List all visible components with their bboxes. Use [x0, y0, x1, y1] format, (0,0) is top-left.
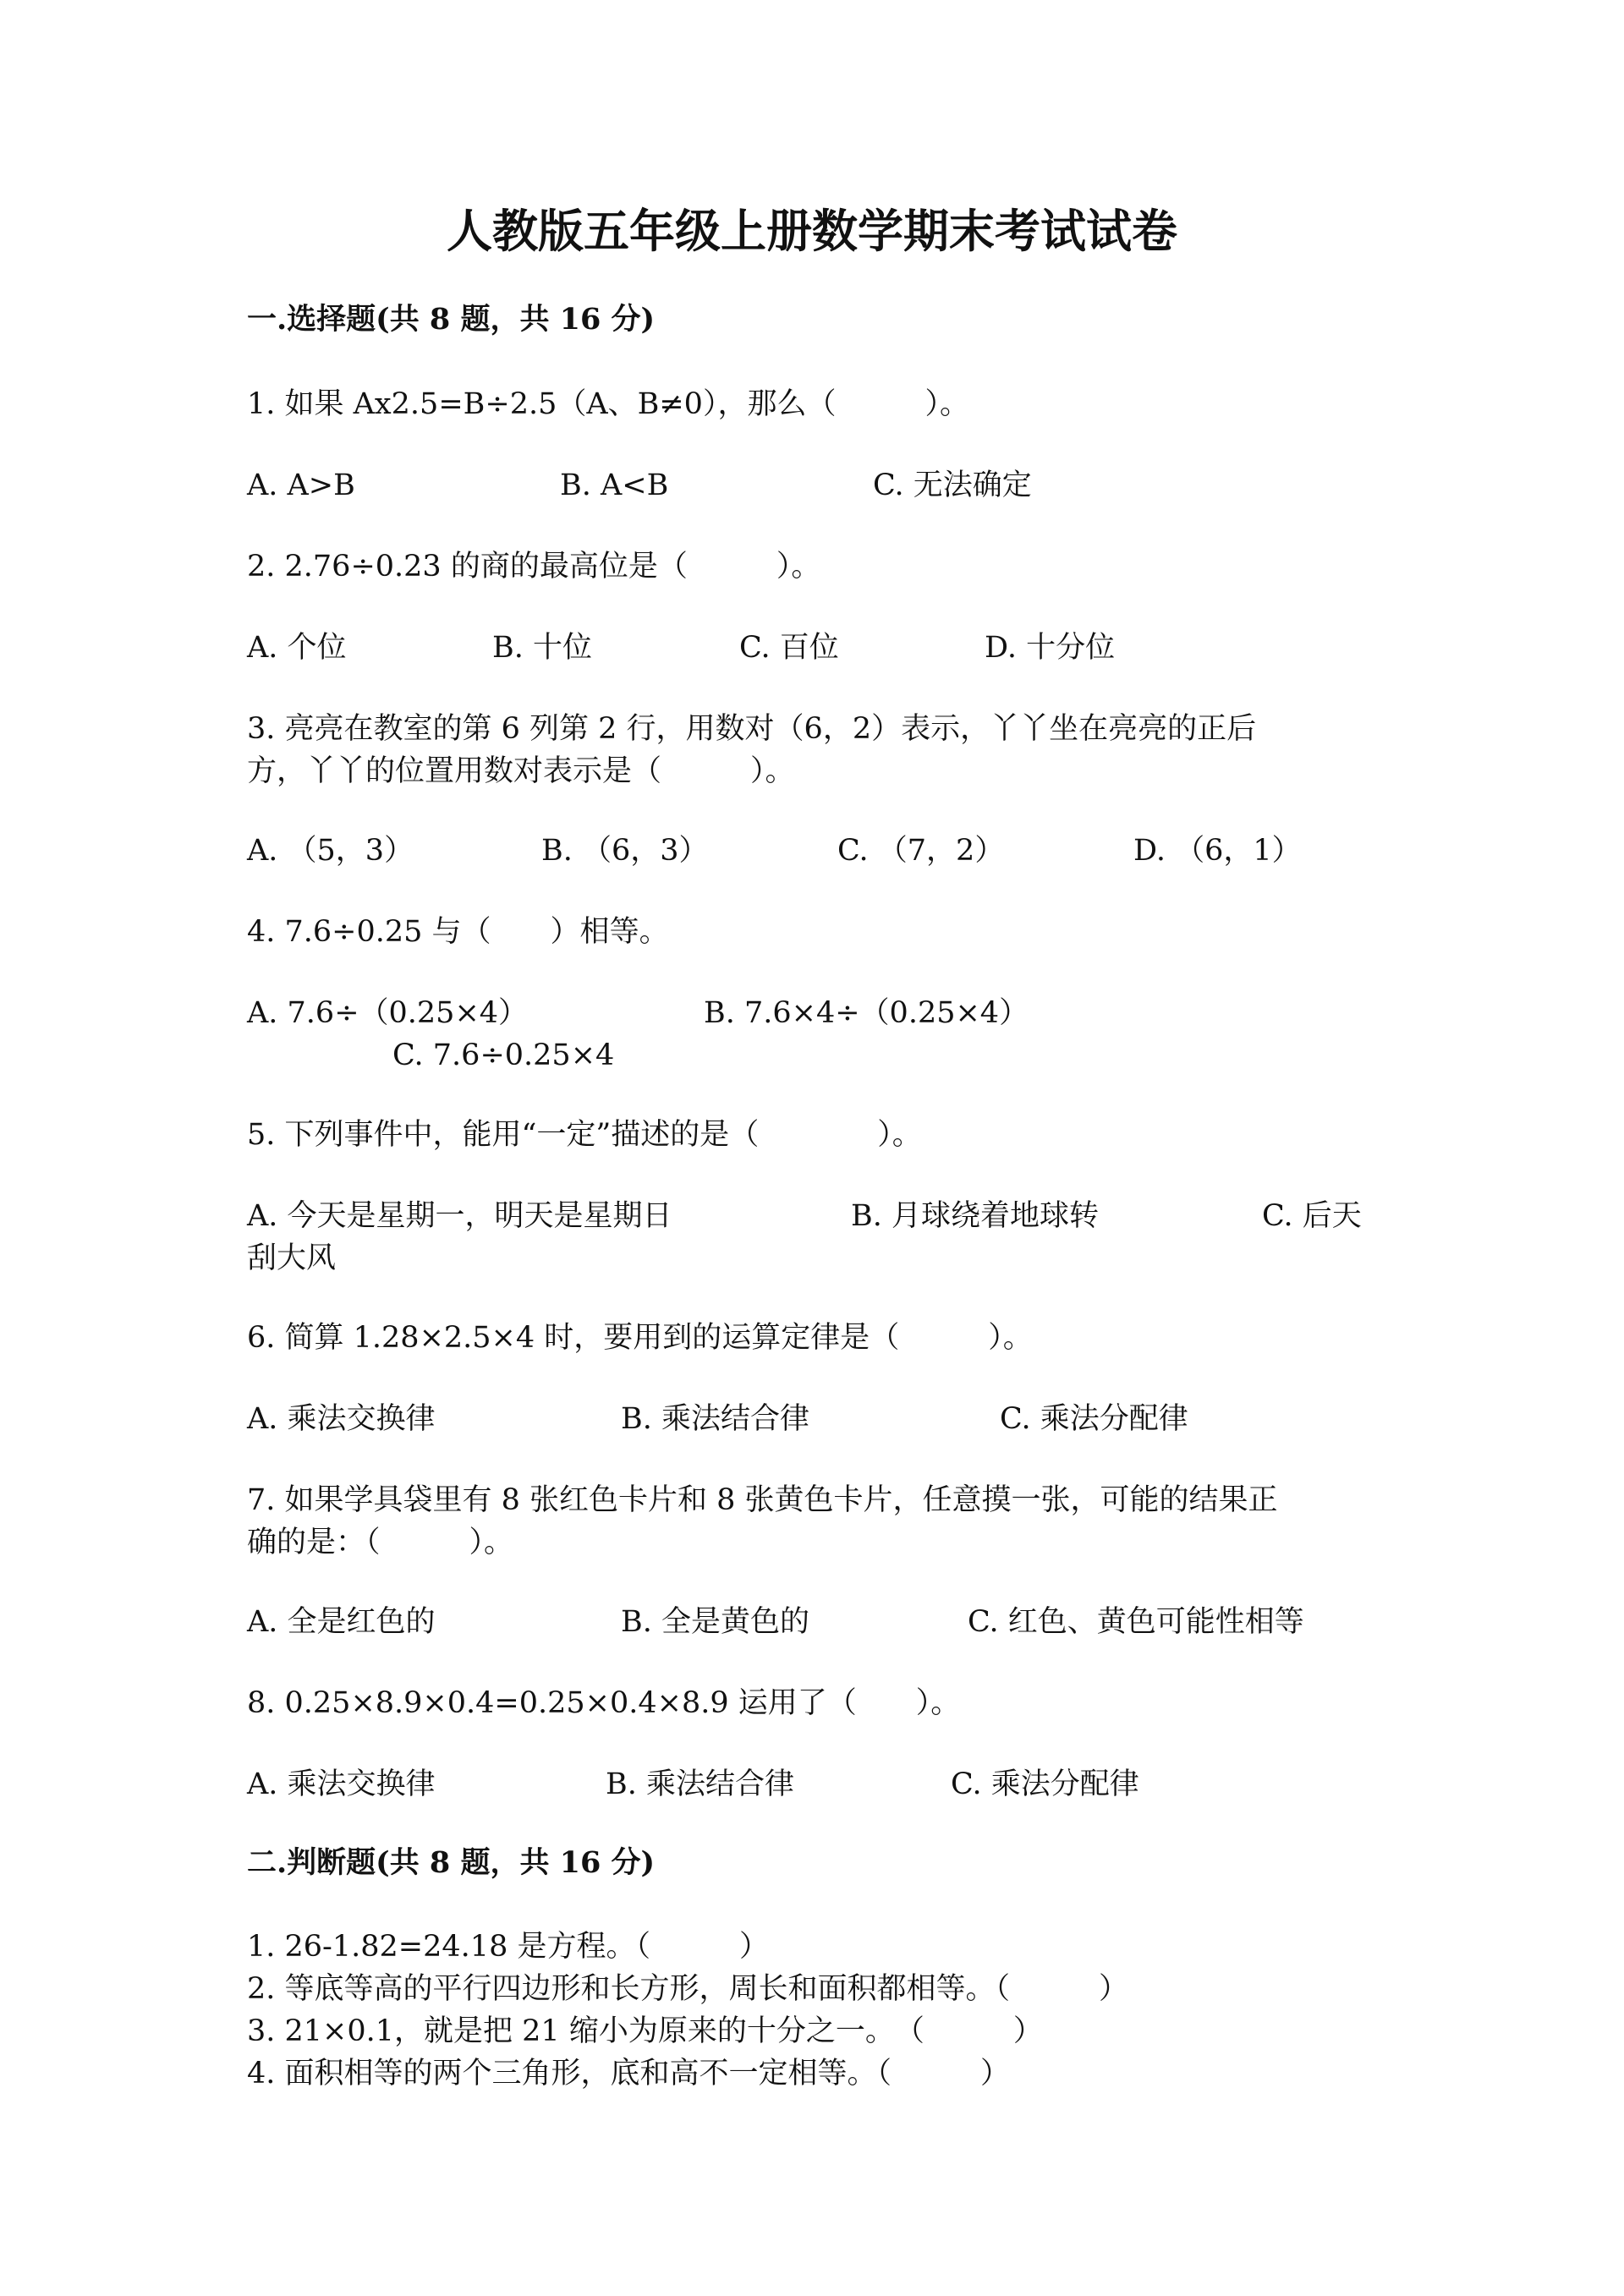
tf-item-1: 1. 26-1.82=24.18 是方程。（ ） — [247, 1930, 769, 1964]
q1-option-a: A. A>B — [247, 469, 355, 502]
q8-option-a: A. 乘法交换律 — [247, 1767, 436, 1801]
q1-option-c: C. 无法确定 — [873, 469, 1032, 502]
question-3-line-1: 3. 亮亮在教室的第 6 列第 2 行，用数对（6，2）表示，丫丫坐在亮亮的正后 — [247, 712, 1257, 746]
page-title: 人教版五年级上册数学期末考试试卷 — [447, 204, 1177, 258]
q5-option-c: C. 后天 — [1262, 1199, 1362, 1233]
q6-option-c: C. 乘法分配律 — [1000, 1402, 1188, 1436]
q4-option-b: B. 7.6×4÷（0.25×4） — [704, 996, 1029, 1030]
q2-option-c: C. 百位 — [739, 631, 839, 665]
question-8: 8. 0.25×8.9×0.4=0.25×0.4×8.9 运用了（ ）。 — [247, 1686, 961, 1720]
question-6: 6. 简算 1.28×2.5×4 时，要用到的运算定律是（ ）。 — [247, 1321, 1033, 1355]
tf-item-3: 3. 21×0.1，就是把 21 缩小为原来的十分之一。 （ ） — [247, 2014, 1043, 2048]
question-4: 4. 7.6÷0.25 与（ ）相等。 — [247, 915, 669, 949]
q6-option-a: A. 乘法交换律 — [247, 1402, 436, 1436]
tf-item-4: 4. 面积相等的两个三角形，底和高不一定相等。（ ） — [247, 2057, 1011, 2091]
q6-option-b: B. 乘法结合律 — [621, 1402, 809, 1436]
question-7-line-2: 确的是：（ ）。 — [247, 1526, 514, 1559]
q4-option-a: A. 7.6÷（0.25×4） — [247, 996, 529, 1030]
question-3-line-2: 方，丫丫的位置用数对表示是（ ）。 — [247, 754, 795, 788]
section-heading-true-false: 二.判断题(共 8 题，共 16 分) — [247, 1845, 656, 1880]
q7-option-b: B. 全是黄色的 — [621, 1605, 809, 1639]
q3-option-d: D. （6，1） — [1133, 834, 1302, 868]
q3-option-c: C. （7，2） — [837, 834, 1005, 868]
q8-option-c: C. 乘法分配律 — [951, 1767, 1139, 1801]
q5-option-b: B. 月球绕着地球转 — [851, 1199, 1099, 1233]
q5-option-c-continued: 刮大风 — [247, 1241, 337, 1275]
question-1: 1. 如果 Ax2.5=B÷2.5（A、B≠0），那么（ ）。 — [247, 387, 969, 421]
q7-option-c: C. 红色、黄色可能性相等 — [968, 1605, 1304, 1639]
q2-option-b: B. 十位 — [492, 631, 592, 665]
section-heading-choice: 一.选择题(共 8 题，共 16 分) — [247, 302, 656, 337]
q2-option-d: D. 十分位 — [985, 631, 1116, 665]
q2-option-a: A. 个位 — [247, 631, 347, 665]
q5-option-a: A. 今天是星期一，明天是星期日 — [247, 1199, 672, 1233]
q7-option-a: A. 全是红色的 — [247, 1605, 436, 1639]
q1-option-b: B. A<B — [560, 469, 669, 502]
q3-option-a: A. （5，3） — [247, 834, 414, 868]
q3-option-b: B. （6，3） — [541, 834, 709, 868]
q8-option-b: B. 乘法结合律 — [606, 1767, 794, 1801]
question-7-line-1: 7. 如果学具袋里有 8 张红色卡片和 8 张黄色卡片，任意摸一张，可能的结果正 — [247, 1483, 1278, 1517]
question-5: 5. 下列事件中，能用“一定”描述的是（ ）。 — [247, 1118, 922, 1152]
question-2: 2. 2.76÷0.23 的商的最高位是（ ）。 — [247, 550, 821, 584]
q4-option-c: C. 7.6÷0.25×4 — [392, 1038, 615, 1072]
tf-item-2: 2. 等底等高的平行四边形和长方形，周长和面积都相等。（ ） — [247, 1972, 1129, 2006]
